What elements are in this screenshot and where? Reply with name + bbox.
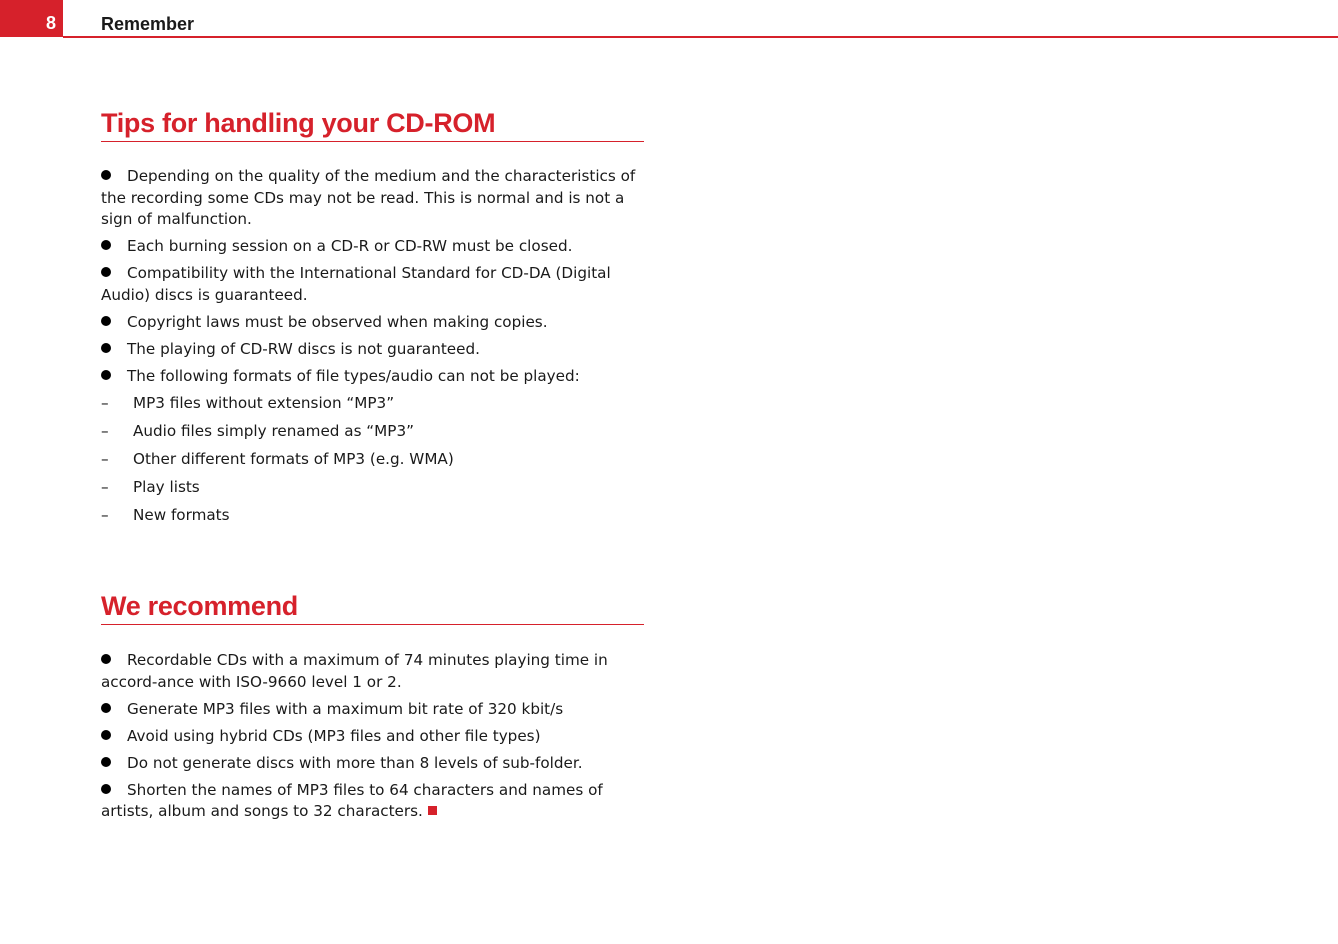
list-item: Shorten the names of MP3 files to 64 characters and names of artists, album and songs to 32 characters. <box>101 780 603 820</box>
tips-dash-list <box>101 393 644 533</box>
list-item: Each burning session on a CD-R or CD-RW must be closed. <box>101 236 644 258</box>
dash-mark: – <box>101 393 109 412</box>
bullet-icon <box>101 170 111 180</box>
list-item: The following formats of file types/audio can not be played: <box>101 366 644 388</box>
list-item: Generate MP3 files with a maximum bit rate of 320 kbit/s <box>101 699 644 721</box>
section-recommend <box>101 590 644 828</box>
dash-mark: – <box>101 505 109 524</box>
header-title: Remember <box>101 14 195 34</box>
tips-bullet-list <box>101 166 644 387</box>
bullet-icon <box>101 370 111 380</box>
list-item: Depending on the quality of the medium and the characteristics of the recording some CDs may not be read. This is normal and is not a sign of malfunction. <box>101 167 636 228</box>
list-item: – MP3 files without extension “MP3” <box>101 393 644 421</box>
bullet-icon <box>101 730 111 740</box>
dash-mark: – <box>101 449 109 468</box>
list-item: Compatibility with the International Standard for CD-DA (Digital Audio) discs is guaranteed. <box>101 264 611 304</box>
bullet-icon <box>101 784 111 794</box>
list-item: – Play lists <box>101 477 644 505</box>
section-title-recommend: We recommend <box>101 590 644 625</box>
bullet-icon <box>101 316 111 326</box>
dash-mark: – <box>101 477 109 496</box>
recommend-bullet-list <box>101 650 644 823</box>
list-item: The playing of CD-RW discs is not guaranteed. <box>101 339 644 361</box>
bullet-icon <box>101 654 111 664</box>
list-item: Avoid using hybrid CDs (MP3 files and other file types) <box>101 726 644 748</box>
bullet-icon <box>101 343 111 353</box>
header-rule <box>63 36 1338 38</box>
bullet-icon <box>101 703 111 713</box>
list-item: – Audio files simply renamed as “MP3” <box>101 421 644 449</box>
list-item: – Other different formats of MP3 (e.g. WMA) <box>101 449 644 477</box>
page-header <box>0 0 1338 39</box>
dash-mark: – <box>101 421 109 440</box>
section-title-tips: Tips for handling your CD-ROM <box>101 107 644 142</box>
end-of-section-icon <box>428 806 437 815</box>
bullet-icon <box>101 757 111 767</box>
list-item: Recordable CDs with a maximum of 74 minutes playing time in accord-ance with ISO-9660 level 1 or 2. <box>101 651 608 691</box>
list-item: Do not generate discs with more than 8 levels of sub-folder. <box>101 753 644 775</box>
list-item: Copyright laws must be observed when making copies. <box>101 312 644 334</box>
list-item: – New formats <box>101 505 644 533</box>
section-tips <box>101 107 644 533</box>
bullet-icon <box>101 267 111 277</box>
bullet-icon <box>101 240 111 250</box>
page-number: 8 <box>0 0 63 37</box>
